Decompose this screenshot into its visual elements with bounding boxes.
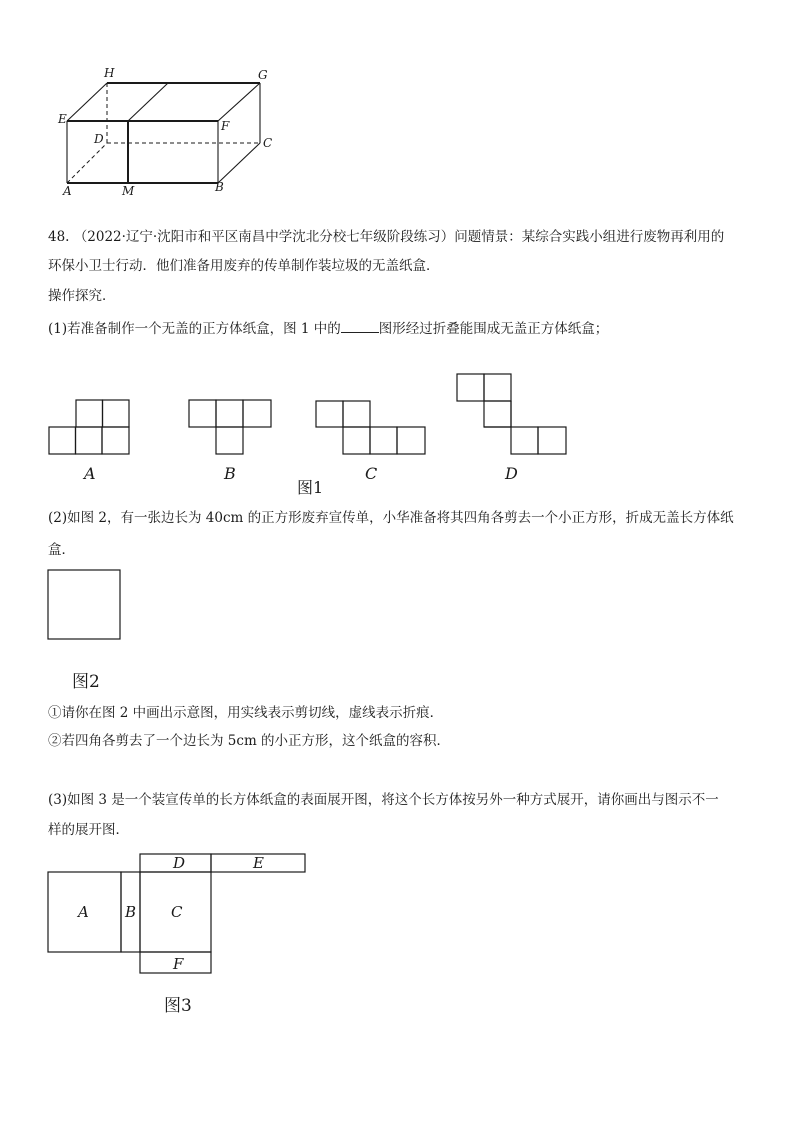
question-number: 48. xyxy=(48,229,70,245)
face-c-label: C xyxy=(171,903,183,921)
figure2-caption: 图2 xyxy=(72,672,100,692)
part3-line1: (3)如图 3 是一个装宣传单的长方体纸盒的表面展开图，将这个长方体按另外一种方式展开，请你画出与图示不一 xyxy=(48,792,719,808)
face-f-label: F xyxy=(173,955,184,973)
label-c: C xyxy=(263,136,273,150)
label-a: A xyxy=(63,184,72,198)
label-m: M xyxy=(122,184,135,198)
question-source: （2022·辽宁·沈阳市和平区南昌中学沈北分校七年级阶段练习） xyxy=(73,229,455,245)
label-b: B xyxy=(215,180,224,194)
option-c-label: C xyxy=(365,464,378,483)
face-d-label: D xyxy=(173,854,186,872)
part2-sub1: ①请你在图 2 中画出示意图，用实线表示剪切线，虚线表示折痕． xyxy=(48,705,444,721)
figure3-caption: 图3 xyxy=(164,996,192,1016)
part3-line2: 样的展开图． xyxy=(48,822,129,838)
question-intro-line1: 问题情景：某综合实践小组进行废物再利用的 xyxy=(454,229,725,245)
part1-after-blank: 图形经过折叠能围成无盖正方体纸盒； xyxy=(378,321,609,337)
face-a-label: A xyxy=(78,903,89,921)
label-h: H xyxy=(104,66,115,80)
label-g: G xyxy=(258,68,268,82)
part2-line2: 盒． xyxy=(48,542,75,558)
part2-sub2: ②若四角各剪去了一个边长为 5cm 的小正方形，这个纸盒的容积． xyxy=(48,733,451,749)
figure1-caption: 图1 xyxy=(297,478,324,497)
option-d-label: D xyxy=(505,464,518,483)
label-f: F xyxy=(221,119,230,133)
label-d: D xyxy=(94,132,104,146)
part2-line1: (2)如图 2，有一张边长为 40cm 的正方形废弃宣传单，小华准备将其四角各剪去一个小正方形，折成无盖长方体纸 xyxy=(48,510,734,526)
option-a-label: A xyxy=(84,464,96,483)
question-heading: 操作探究． xyxy=(48,288,116,304)
face-e-label: E xyxy=(253,854,264,872)
label-e: E xyxy=(58,112,67,126)
face-b-label: B xyxy=(125,903,137,921)
part1-before-blank: (1)若准备制作一个无盖的正方体纸盒，图 1 中的 xyxy=(48,321,341,337)
option-b-label: B xyxy=(224,464,236,483)
question-intro-line2: 环保小卫士行动．他们准备用废弃的传单制作装垃圾的无盖纸盒． xyxy=(48,258,440,274)
